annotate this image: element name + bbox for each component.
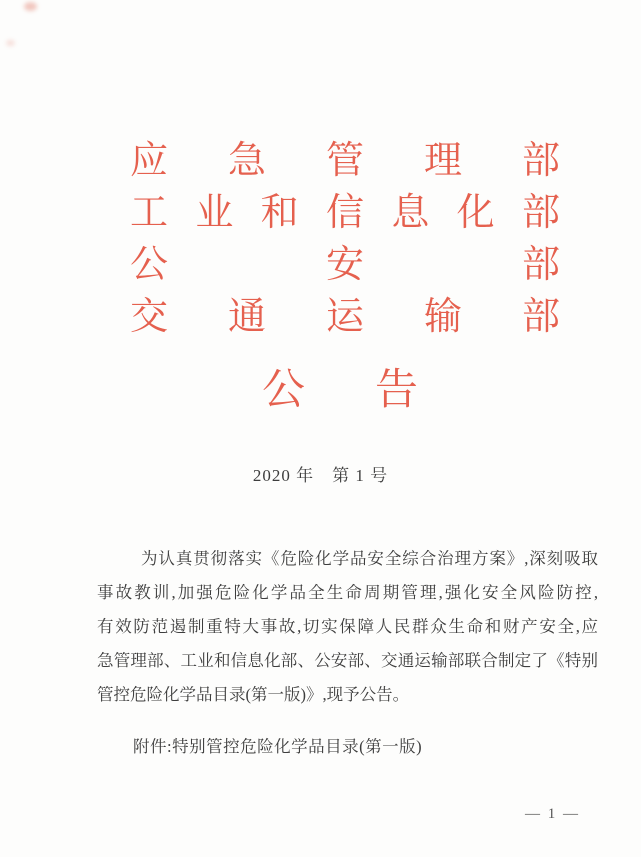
attachment-line: 附件:特别管控危险化学品目录(第一版)	[133, 737, 423, 756]
ministry-name-industry-information: 工 业 和 信 息 化 部	[130, 192, 560, 234]
ministry-name-emergency-management: 应 急 管 理 部	[130, 140, 560, 182]
issue-number: 2020 年 第 1 号	[252, 466, 389, 485]
body-line: 有效防范遏制重特大事故,切实保障人民群众生命和财产安全,应	[97, 617, 598, 636]
body-line: 管控危险化学品目录(第一版)》,现予公告。	[97, 685, 410, 704]
scan-artifact	[6, 40, 15, 46]
document-type-title: 公 告	[262, 367, 418, 414]
page-number: — 1 —	[525, 806, 580, 822]
ministry-name-public-security: 公 安 部	[130, 244, 560, 286]
scan-artifact	[24, 2, 37, 11]
issuing-ministries	[130, 142, 560, 350]
announcement-body	[97, 542, 598, 764]
body-line: 急管理部、工业和信息化部、公安部、交通运输部联合制定了《特别	[97, 651, 598, 670]
body-line: 为认真贯彻落实《危险化学品安全综合治理方案》,深刻吸取	[141, 549, 598, 568]
ministry-name-transport: 交 通 运 输 部	[130, 296, 560, 338]
body-line: 事故教训,加强危险化学品全生命周期管理,强化安全风险防控,	[97, 583, 598, 602]
